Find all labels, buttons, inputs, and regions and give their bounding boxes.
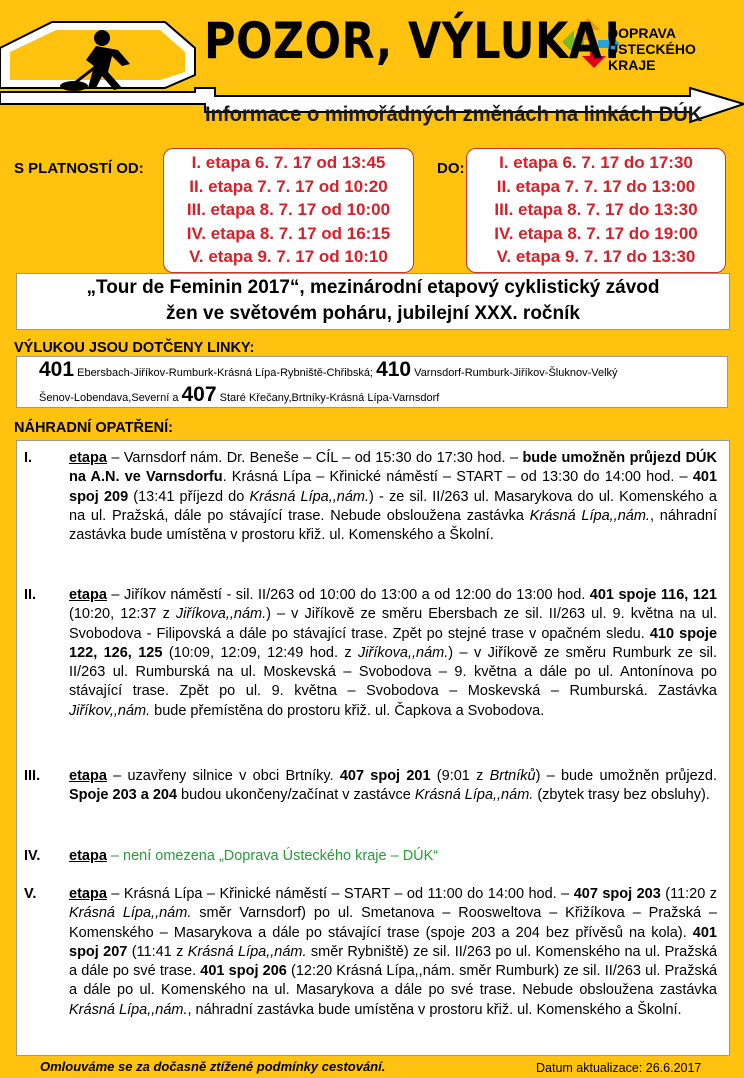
measure-text: etapa – Jiříkov náměstí - sil. II/263 od 10:00 do 13:00 a od 12:00 do 13:00 hod. 401 spoje 116, 121 (10:20, 12:37 z Jiříkova,,nám.) – v Jiříkově ze směru Ebersbach ze sil. II/263 ul. 9. května na ul. Svobodova - Filipovská a dále po stávající trase. Zpět po stejné trase v opačném sledu. 410 spoje 122, 126, 125 (10:09, 12:09, 12:49 hod. z Jiříkova,,nám.) – v Jiříkově ze směru Rumburk ze sil. II/263 ul. Rumburská na ul. Moskevská – Svobodova – 9. května a dále po ul. Antonínova po stávající trase. Zpět po ul. 9. května – Svobodova – Moskevská – Rumburská. Zastávka Jiříkov,,nám. bude přemístěna do prostoru křiž. ul. Čapkova a Svobodova. xyxy=(69,587,718,719)
event-box xyxy=(16,273,730,330)
line-number: 410 xyxy=(376,358,412,381)
measures-heading: NÁHRADNÍ OPATŘENÍ: xyxy=(14,420,173,436)
validity-to-box xyxy=(466,148,726,273)
event-line: žen ve světovém poháru, jubilejní XXX. ročník xyxy=(166,303,580,324)
footer-apology: Omlouváme se za dočasně ztížené podmínky cestování. xyxy=(40,1059,386,1074)
measure-number: I. xyxy=(24,450,33,466)
validity-to-label: DO: xyxy=(437,160,465,177)
validity-to-item: V. etapa 9. 7. 17 do 13:30 xyxy=(496,247,696,266)
line-route: Varnsdorf-Rumburk-Jiříkov-Šluknov-Velký xyxy=(414,367,618,379)
logo-line: KRAJE xyxy=(608,57,656,73)
measure-number: III. xyxy=(24,768,41,784)
validity-from-item: III. etapa 8. 7. 17 od 10:00 xyxy=(186,200,391,219)
footer-update-date: Datum aktualizace: 26.6.2017 xyxy=(536,1061,702,1075)
lines-heading: VÝLUKOU JSOU DOTČENY LINKY: xyxy=(14,340,255,356)
measure-text: etapa – Varnsdorf nám. Dr. Beneše – CÍL – od 15:30 do 17:30 hod. – bude umožněn průjezd DÚK na A.N. ve Varnsdorfu. Krásná Lípa – Křinické náměstí – START – od 13:30 do 14:00 hod. – 401 spoj 209 (13:41 příjezd do Krásná Lípa,,nám.) - ze sil. II/263 ul. Masarykova do ul. Komenského a na ul. Pražská, dále po stávající trase. Nebude obsloužena zastávka Krásná Lípa,,nám., náhradní zastávka bude umístěna v prostoru křiž. ul. Komenského a Školní. xyxy=(69,450,718,544)
measure-number: II. xyxy=(24,587,37,603)
line-number: 401 xyxy=(39,358,75,381)
line-route: Ebersbach-Jiříkov-Rumburk-Krásná Lípa-Rybniště-Chřibská; xyxy=(77,367,373,379)
measure-number: IV. xyxy=(24,848,41,864)
event-line: „Tour de Feminin 2017“, mezinárodní etapový cyklistický závod xyxy=(86,277,660,298)
logo-line: DOPRAVA xyxy=(608,25,676,41)
measure-text: etapa – uzavřeny silnice v obci Brtníky. 407 spoj 201 (9:01 z Brtníků) – bude umožněn průjezd. Spoje 203 a 204 budou ukončeny/začínat v zastávce Krásná Lípa,,nám. (zbytek trasy bez obsluhy). xyxy=(69,768,718,804)
validity-from-item: IV. etapa 8. 7. 17 od 16:15 xyxy=(186,223,391,243)
measure-text: etapa – Krásná Lípa – Křinické náměstí – START – od 11:00 do 14:00 hod. – 407 spoj 203 (11:20 z Krásná Lípa,,nám. směr Varnsdorf) po ul. Smetanova – Roosweltova – Křižíkova – Pražská – Komenského – Masarykova a dále po stávající trase (spoje 203 a 204 bez přívěsů na kola). 401 spoj 207 (11:41 z Krásná Lípa,,nám. směr Rybniště) ze sil. II/263 po ul. Komenského na ul. Pražská a dále po své trase. 401 spoj 206 (12:20 Krásná Lípa,,nám. směr Rumburk) ze sil. II/263 ul. Pražská a dále po ul. Komenského na ul. Masarykova a dále po své trase. Nebude obsloužena zastávka Krásná Lípa,,nám., náhradní zastávka bude umístěna v prostoru křiž. ul. Komenského a Školní. xyxy=(69,886,718,1018)
validity-from-box xyxy=(163,148,414,273)
logo-text xyxy=(608,25,696,73)
validity-from-item: I. etapa 6. 7. 17 od 13:45 xyxy=(191,153,386,172)
page-title: POZOR, VÝLUKA! xyxy=(204,12,623,70)
validity-from-item: II. etapa 7. 7. 17 od 10:20 xyxy=(189,176,388,196)
road-worker-sign-icon xyxy=(0,22,195,91)
measures-box xyxy=(16,440,730,1056)
measure-number: V. xyxy=(24,886,37,902)
logo-line: ÚSTECKÉHO xyxy=(608,41,696,57)
validity-to-item: II. etapa 7. 7. 17 do 13:00 xyxy=(496,176,696,196)
validity-to-item: IV. etapa 8. 7. 17 do 19:00 xyxy=(494,223,698,243)
page-subtitle: Informace o mimořádných změnách na linkách DÚK xyxy=(205,103,703,126)
line-route: Staré Křečany,Brtníky-Krásná Lípa-Varnsdorf xyxy=(219,392,440,404)
line-route: Šenov-Lobendava,Severní a xyxy=(39,392,179,404)
line-number: 407 xyxy=(181,383,217,406)
affected-lines-box xyxy=(16,356,728,408)
validity-to-item: I. etapa 6. 7. 17 do 17:30 xyxy=(499,153,693,172)
validity-from-item: V. etapa 9. 7. 17 od 10:10 xyxy=(189,247,388,266)
measure-text: etapa – není omezena „Doprava Ústeckého kraje – DÚK“ xyxy=(69,848,439,864)
validity-from-label: S PLATNOSTÍ OD: xyxy=(14,160,144,177)
validity-to-item: III. etapa 8. 7. 17 do 13:30 xyxy=(494,200,698,219)
